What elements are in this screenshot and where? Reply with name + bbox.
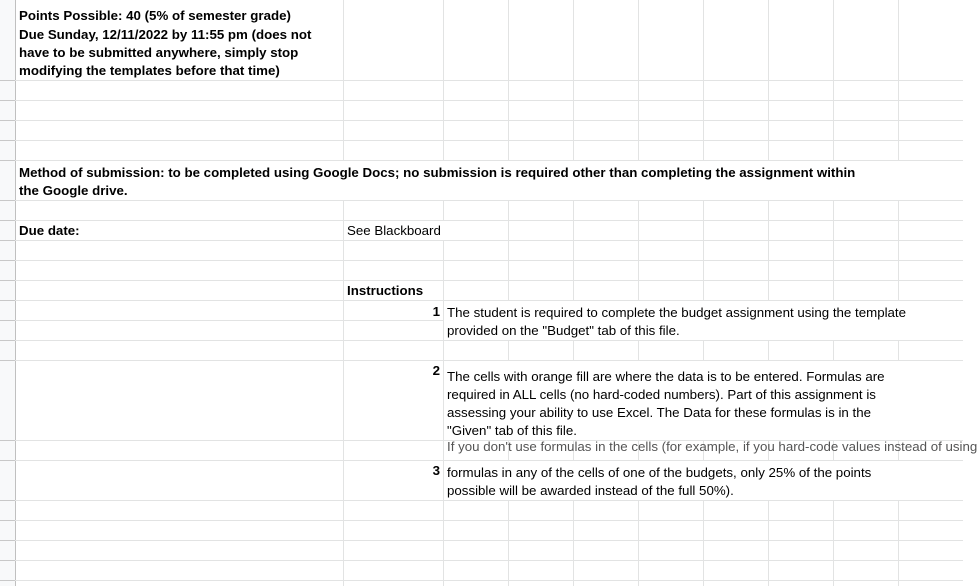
item-2-text: required in ALL cells (no hard-coded numbers). Part of this assignment is [447,387,876,402]
row-header-divider [0,340,15,341]
due-detail-line: modifying the templates before that time) [19,63,280,78]
instructions-heading: Instructions [347,283,424,298]
method-of-submission-cont: the Google drive. [19,183,128,198]
row-header-divider [0,560,15,561]
item-3-clipped-line: If you don't use formulas in the cells (for example, if you hard-code values instead of using [447,439,977,454]
row-header-divider [0,240,15,241]
method-of-submission: Method of submission: to be completed using Google Docs; no submission is required other than completing the assignment within [19,165,856,180]
grid-line [15,340,963,341]
item-number-3: 3 [432,463,440,478]
grid-line [15,540,963,541]
row-header-divider [0,440,15,441]
item-3-text: formulas in any of the cells of one of the budgets, only 25% of the points [447,465,872,480]
grid-line [15,260,963,261]
grid-line [15,100,963,101]
item-2-text: The cells with orange fill are where the data is to be entered. Formulas are [447,369,885,384]
row-header-divider [0,220,15,221]
row-header-divider [0,120,15,121]
item-1-text: The student is required to complete the budget assignment using the template [447,305,907,320]
item-2-text: "Given" tab of this file. [447,423,577,438]
row-header-divider [0,200,15,201]
grid-line [15,520,963,521]
row-header-divider [0,540,15,541]
row-header-divider [0,580,15,581]
row-header-divider [0,160,15,161]
row-header-divider [0,460,15,461]
grid-line [15,80,963,81]
row-header-divider [0,320,15,321]
grid-line [15,140,963,141]
due-date-value: See Blackboard [347,223,441,238]
grid-line [15,220,963,221]
grid-line [15,120,963,121]
row-header-divider [0,500,15,501]
grid-line [15,500,963,501]
row-header-divider [0,280,15,281]
row-header-divider [0,100,15,101]
row-header-divider [0,260,15,261]
grid-line [15,200,963,201]
due-detail-line: have to be submitted anywhere, simply stop [19,45,299,60]
item-3-text: possible will be awarded instead of the full 50%). [447,483,734,498]
item-1-text: provided on the "Budget" tab of this file. [447,323,680,338]
due-sunday-line: Due Sunday, 12/11/2022 by 11:55 pm (does not [19,27,312,42]
grid-line [15,580,963,581]
row-header-divider [0,520,15,521]
grid-line [15,280,963,281]
points-possible-line: Points Possible: 40 (5% of semester grade) [19,8,291,23]
row-header-divider [0,360,15,361]
row-header-gutter[interactable] [0,0,16,586]
item-number-2: 2 [432,363,440,378]
grid-line [15,560,963,561]
item-number-1: 1 [432,304,440,319]
due-date-label: Due date: [19,223,80,238]
row-header-divider [0,300,15,301]
item-2-text: assessing your ability to use Excel. The Data for these formulas is in the [447,405,871,420]
grid-line [15,240,963,241]
row-header-divider [0,80,15,81]
row-header-divider [0,140,15,141]
